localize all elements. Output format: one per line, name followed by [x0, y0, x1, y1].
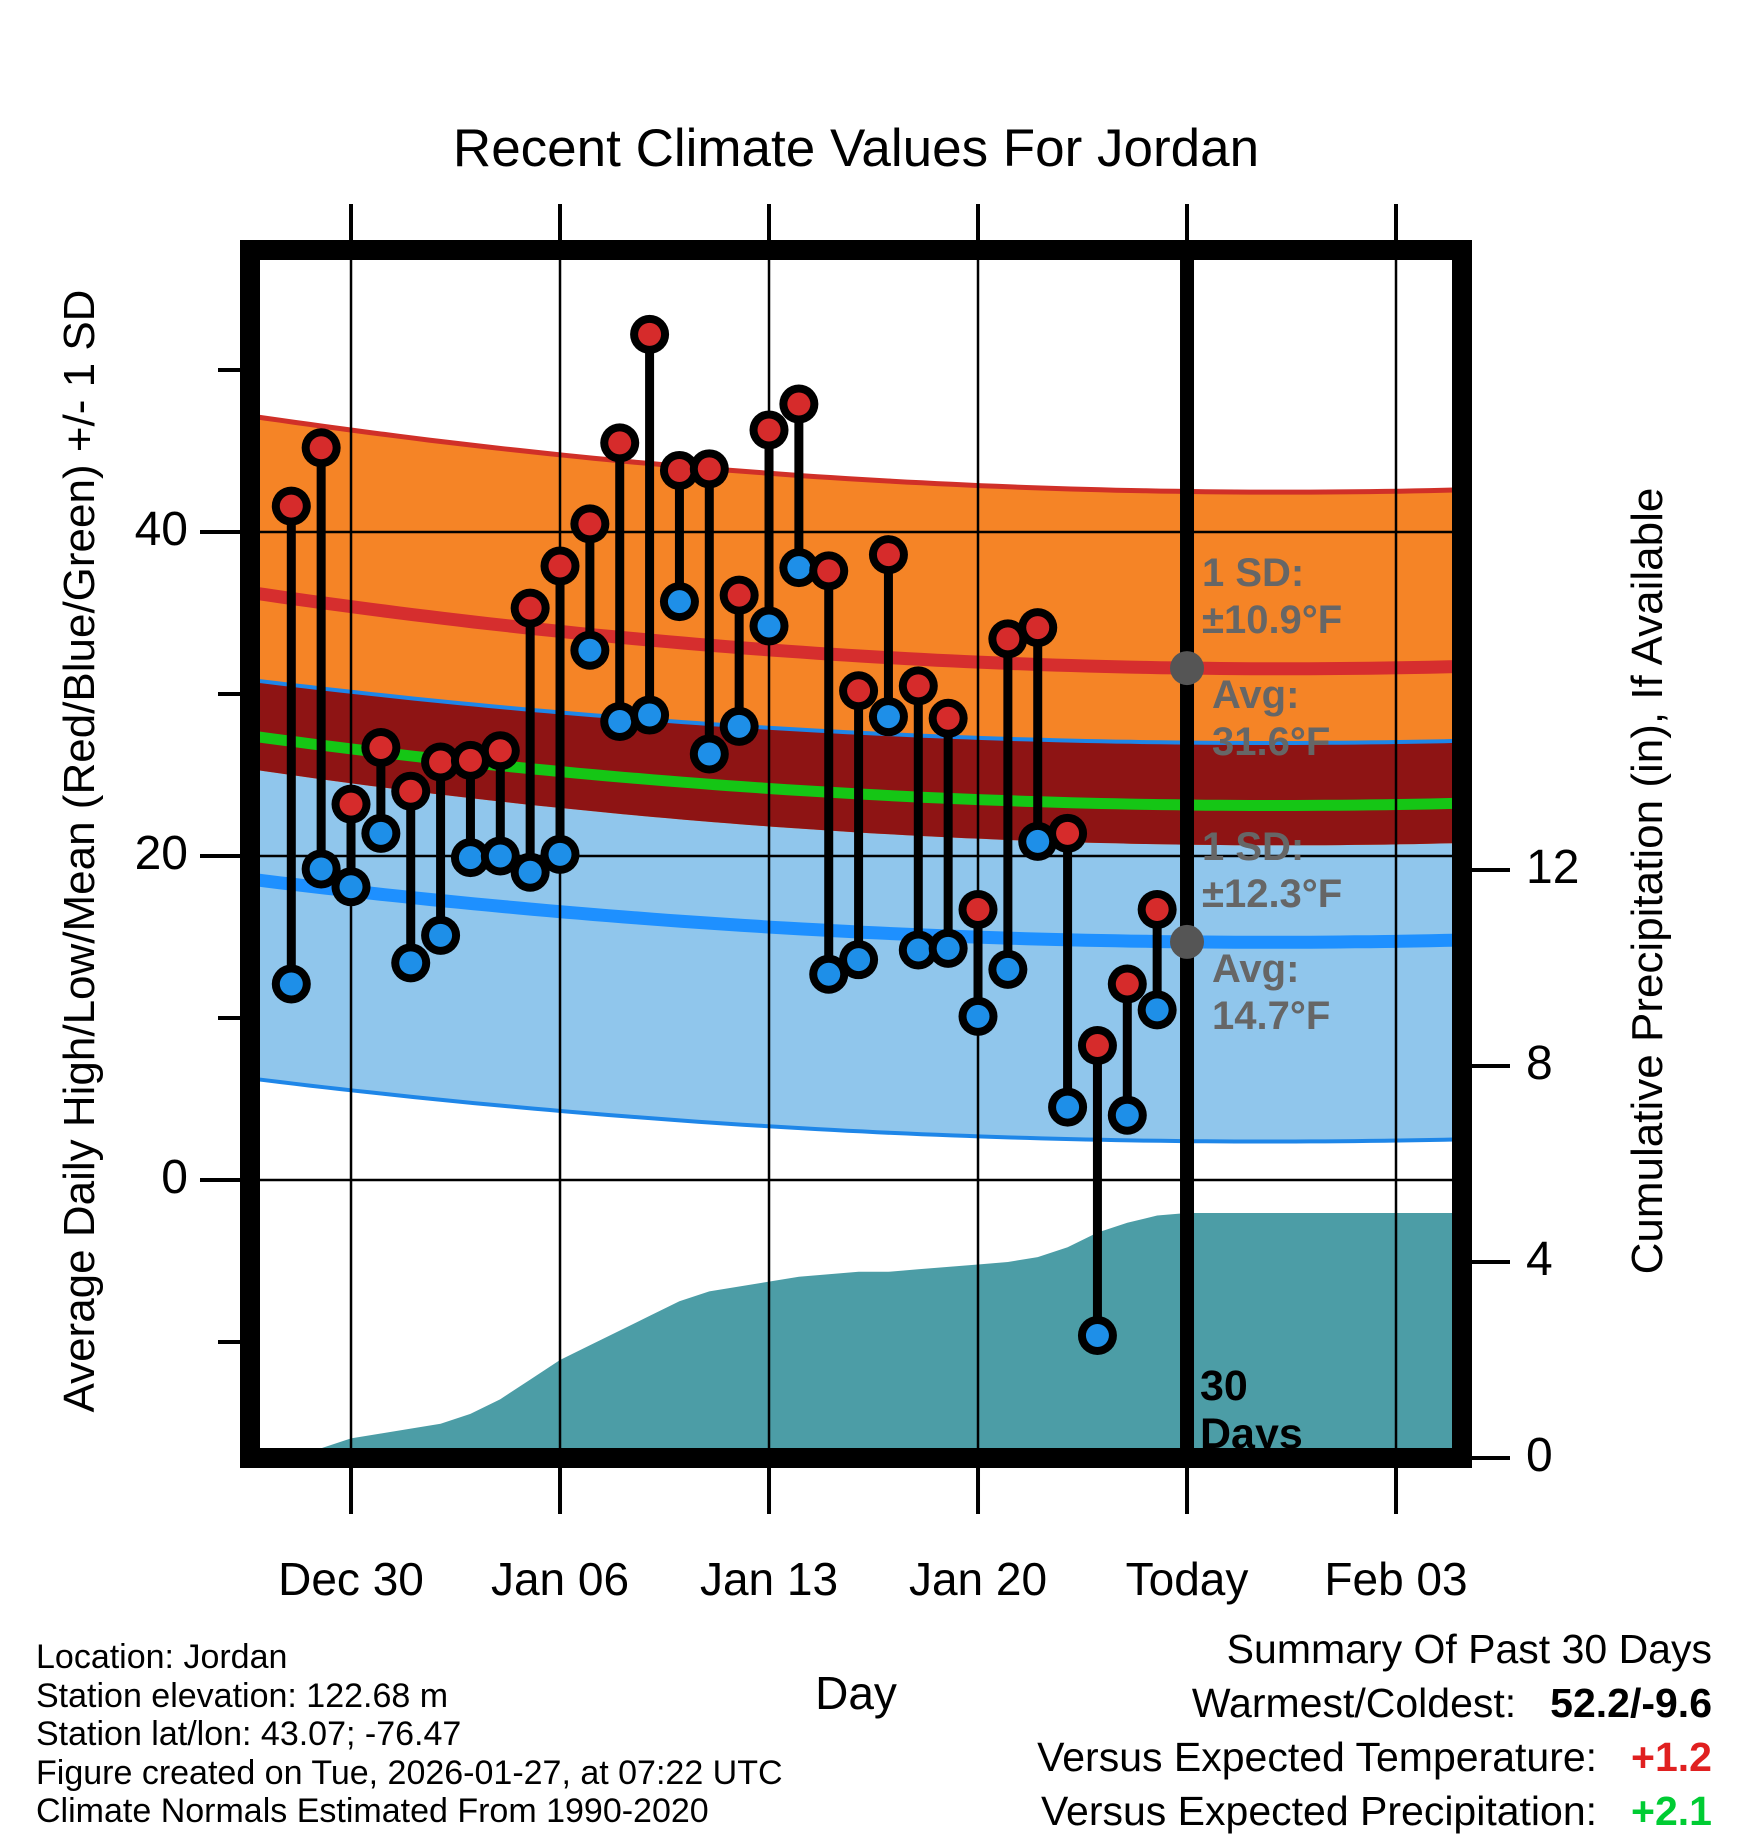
daily-low-dot	[787, 556, 810, 579]
daily-high-dot	[280, 495, 303, 518]
figure-created: Figure created on Tue, 2026-01-27, at 07:22 UTC	[36, 1753, 783, 1792]
right-tick-label: 4	[1526, 1233, 1553, 1286]
daily-low-dot	[578, 639, 601, 662]
low-avg-label: Avg:	[1212, 947, 1300, 991]
right-tick-label: 8	[1526, 1037, 1553, 1090]
daily-low-dot	[907, 938, 930, 961]
daily-low-dot	[310, 857, 333, 880]
daily-low-dot	[608, 710, 631, 733]
vs-precip-value: +2.1	[1631, 1788, 1712, 1834]
low-sd-value: ±12.3°F	[1202, 871, 1343, 916]
daily-high-dot	[728, 584, 751, 607]
high-avg-annotation	[1212, 672, 1330, 766]
daily-low-dot	[877, 705, 900, 728]
summary-title: Summary Of Past 30 Days	[1226, 1626, 1712, 1672]
thirty-days-line2: Days	[1200, 1410, 1303, 1459]
daily-high-dot	[369, 736, 392, 759]
daily-low-dot	[698, 742, 721, 765]
daily-low-dot	[459, 846, 482, 869]
daily-high-dot	[489, 739, 512, 762]
daily-high-dot	[1026, 616, 1049, 639]
vs-temp-label: Versus Expected Temperature:	[1037, 1734, 1598, 1780]
daily-high-dot	[310, 436, 333, 459]
daily-low-dot	[369, 822, 392, 845]
daily-low-dot	[519, 861, 542, 884]
daily-low-dot	[996, 958, 1019, 981]
page-title: Recent Climate Values For Jordan	[452, 119, 1260, 178]
daily-high-dot	[996, 627, 1019, 650]
daily-low-dot	[1116, 1104, 1139, 1127]
left-tick-label: 0	[161, 1151, 188, 1204]
daily-high-dot	[668, 459, 691, 482]
daily-high-dot	[1146, 898, 1169, 921]
daily-low-dot	[668, 590, 691, 613]
daily-high-dot	[1056, 822, 1079, 845]
daily-high-dot	[907, 674, 930, 697]
low-avg-annotation	[1212, 946, 1330, 1040]
x-tick-label: Feb 03	[1324, 1553, 1468, 1605]
daily-high-dot	[459, 749, 482, 772]
low-avg-value: 14.7°F	[1212, 993, 1331, 1038]
left-axis-title: Average Daily High/Low/Mean (Red/Blue/Green) +/- 1 SD	[55, 289, 104, 1413]
daily-high-dot	[698, 457, 721, 480]
daily-high-dot	[429, 751, 452, 774]
daily-high-dot	[877, 543, 900, 566]
low-sd-annotation	[1202, 824, 1342, 918]
high-sd-label: 1 SD:	[1202, 551, 1305, 595]
daily-high-dot	[519, 597, 542, 620]
vs-temp-value: +1.2	[1631, 1734, 1712, 1780]
warmest-coldest-value: 52.2/-9.6	[1550, 1680, 1712, 1726]
summary-temp-row	[1037, 1730, 1712, 1784]
x-tick-label: Jan 06	[490, 1553, 630, 1605]
station-latlon: Station lat/lon: 43.07; -76.47	[36, 1715, 462, 1753]
high-avg-label: Avg:	[1212, 673, 1300, 717]
daily-low-dot	[728, 715, 751, 738]
daily-low-dot	[847, 948, 870, 971]
right-tick-label: 0	[1526, 1429, 1553, 1482]
station-info	[36, 1638, 783, 1831]
x-tick-label: Today	[1125, 1553, 1249, 1605]
daily-high-dot	[758, 418, 781, 441]
left-tick-label: 40	[134, 503, 188, 556]
station-location: Location: Jordan	[36, 1638, 288, 1676]
daily-high-dot	[847, 679, 870, 702]
high-sd-annotation	[1202, 550, 1342, 644]
daily-high-dot	[787, 393, 810, 416]
daily-high-dot	[967, 898, 990, 921]
daily-high-dot	[638, 323, 661, 346]
daily-high-dot	[549, 555, 572, 578]
daily-high-dot	[340, 793, 363, 816]
high-avg-value: 31.6°F	[1212, 719, 1331, 764]
x-tick-label: Jan 20	[908, 1553, 1048, 1605]
daily-high-dot	[1086, 1034, 1109, 1057]
x-tick-label: Jan 13	[699, 1553, 839, 1605]
daily-low-dot	[399, 951, 422, 974]
daily-high-dot	[608, 431, 631, 454]
summary-precip-row	[1037, 1784, 1712, 1838]
daily-low-dot	[429, 924, 452, 947]
daily-low-dot	[1056, 1096, 1079, 1119]
daily-low-dot	[340, 875, 363, 898]
vs-precip-label: Versus Expected Precipitation:	[1040, 1788, 1598, 1834]
summary-warmest-row	[1037, 1676, 1712, 1730]
climate-normals: Climate Normals Estimated From 1990-2020	[36, 1792, 709, 1830]
right-tick-label: 12	[1526, 841, 1580, 894]
thirty-days-marker	[1200, 1362, 1303, 1458]
daily-high-dot	[937, 707, 960, 730]
daily-low-dot	[1086, 1324, 1109, 1347]
daily-low-dot	[280, 972, 303, 995]
daily-low-dot	[967, 1005, 990, 1028]
daily-low-dot	[758, 614, 781, 637]
left-tick-label: 20	[134, 827, 188, 880]
x-axis-title: Day	[815, 1667, 897, 1719]
daily-low-dot	[1026, 830, 1049, 853]
station-elevation: Station elevation: 122.68 m	[36, 1676, 449, 1715]
avg-high-marker-dot	[1170, 651, 1204, 685]
daily-high-dot	[578, 512, 601, 535]
daily-low-dot	[817, 963, 840, 986]
daily-low-dot	[549, 843, 572, 866]
daily-high-dot	[399, 780, 422, 803]
thirty-days-line1: 30	[1200, 1362, 1248, 1410]
daily-high-dot	[1116, 972, 1139, 995]
x-tick-label: Dec 30	[278, 1553, 424, 1605]
daily-low-dot	[937, 937, 960, 960]
high-sd-value: ±10.9°F	[1202, 597, 1343, 642]
avg-low-marker-dot	[1170, 925, 1204, 959]
low-sd-label: 1 SD:	[1202, 825, 1305, 869]
right-axis-title: Cumulative Precipitation (in), If Available	[1623, 487, 1672, 1275]
summary-block	[1037, 1622, 1712, 1838]
daily-high-dot	[817, 559, 840, 582]
warmest-coldest-label: Warmest/Coldest:	[1191, 1680, 1517, 1726]
daily-low-dot	[638, 704, 661, 727]
daily-low-dot	[1146, 998, 1169, 1021]
daily-low-dot	[489, 845, 512, 868]
